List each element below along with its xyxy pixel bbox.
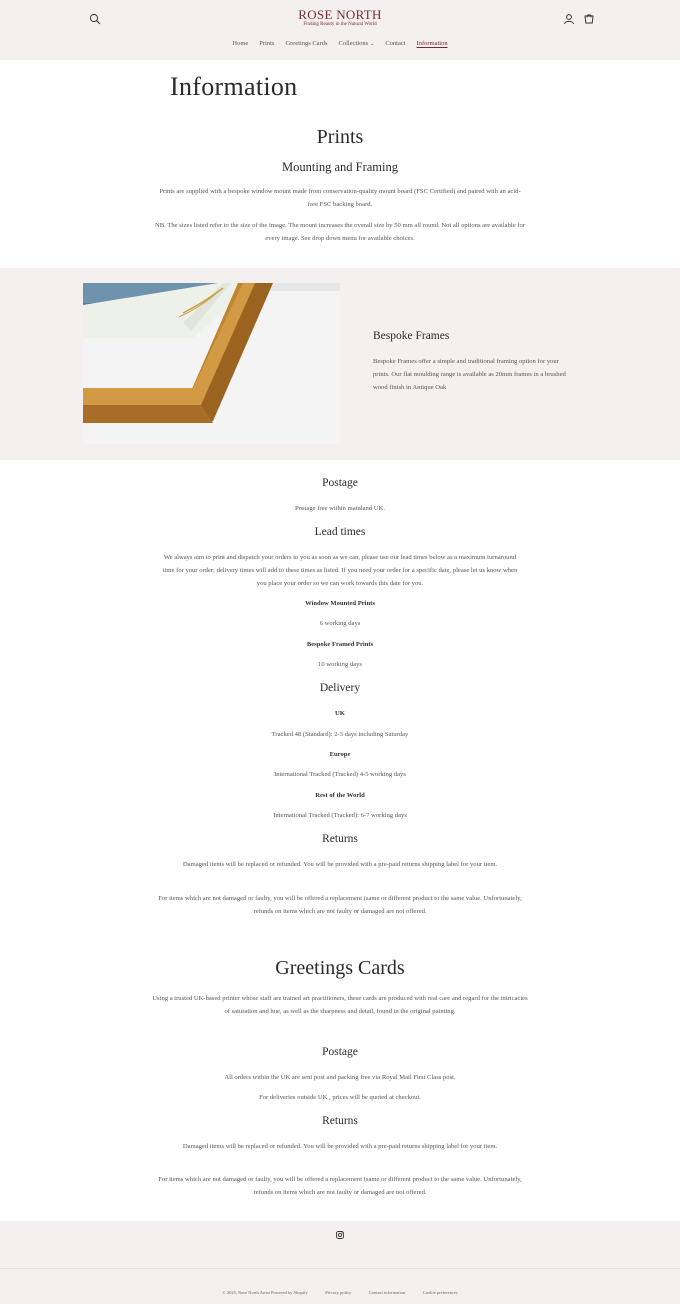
cards-returns-para-2: For items which are not damaged or faulty, you will be offered a replacement (same or different product to the same value. Unfortunately, refunds on items which are not faulty or damaged are not offered. [158, 1176, 522, 1196]
lead-times-heading: Lead times [314, 526, 366, 538]
footer-separator: · [359, 1290, 361, 1295]
nav-home[interactable]: Home [232, 40, 249, 47]
window-mounted-label: Window Mounted Prints [305, 600, 375, 607]
main-nav [0, 40, 680, 47]
cards-heading: Greetings Cards [275, 957, 405, 979]
copyright-text: © 2025, Rose North Artist Powered by Shopify [222, 1290, 308, 1295]
postage-text: Postage free within mainland UK. [295, 505, 385, 512]
prints-para-2: NB. The sizes listed refer to the size of the image. The mount increases the overall size by 50 mm all round. Not all options are available for every image. See drop down menu for available choices. [155, 222, 525, 242]
privacy-policy-link[interactable]: Privacy policy [325, 1290, 352, 1295]
account-icon[interactable] [562, 12, 576, 26]
delivery-uk-value: Tracked 48 (Standard): 2-3 days including Saturday [271, 731, 409, 738]
bespoke-heading: Bespoke Frames [373, 330, 450, 342]
cookie-preferences-link[interactable]: Cookie preferences [422, 1290, 458, 1295]
bespoke-framed-label: Bespoke Framed Prints [306, 641, 374, 648]
bespoke-text: Bespoke Frames offer a simple and traditional framing option for your prints. Our flat moulding range is available as 20mm frames in a brushed wood finish in Antique Oak [373, 358, 566, 391]
delivery-uk-label: UK [335, 710, 345, 717]
cards-text: Using a trusted UK-based printer whose staff are trained art practitioners, these cards are produced with real care and regard for the intricacies of saturation and hue, as well as the sharpness and detail, found in the original painting. [152, 995, 528, 1015]
nav-greetings-cards[interactable]: Greetings Cards [285, 40, 328, 47]
instagram-icon[interactable] [336, 1231, 344, 1239]
delivery-row-label: Rest of the World [315, 792, 365, 799]
footer-separator: · [315, 1290, 318, 1295]
prints-heading: Prints [316, 126, 364, 148]
footer-divider [0, 1268, 680, 1269]
cards-postage-line-2: For deliveries outside UK , prices will be quoted at checkout. [259, 1094, 421, 1101]
returns-para-2: For items which are not damaged or faulty, you will be offered a replacement (same or different product to the same value. Unfortunately, refunds on items which are not faulty or damaged are not offered. [158, 895, 522, 915]
chevron-down-icon: ⌄ [370, 42, 375, 47]
cards-returns-heading: Returns [322, 1115, 358, 1127]
delivery-row-value: International Tracked (Tracked): 6-7 working days [273, 812, 407, 819]
site-logo[interactable] [0, 8, 680, 28]
site-header [0, 0, 680, 60]
nav-collections[interactable] [339, 40, 375, 47]
nav-prints[interactable]: Prints [259, 40, 275, 47]
returns-heading: Returns [322, 833, 358, 845]
delivery-europe-value: International Tracked (Tracked) 4-5 working days [274, 771, 406, 778]
frame-image [83, 283, 340, 444]
cards-postage-heading: Postage [322, 1046, 358, 1058]
logo-tagline: Finding Beauty in the Natural World [303, 22, 377, 27]
returns-para-1: Damaged items will be replaced or refunded. You will be provided with a pre-paid returns shipping label for your item. [182, 861, 498, 868]
lead-times-text: We always aim to print and dispatch your orders to you as soon as we can, please use our lead times below as a maximum turnaround time for your order; delivery times will add to these times as listed. If you need your order for a specific date, please let us know when you place your order so we can work towards this date for you. [162, 554, 518, 587]
delivery-europe-label: Europe [329, 751, 351, 758]
delivery-heading: Delivery [319, 682, 361, 694]
nav-contact[interactable]: Contact [385, 40, 406, 47]
footer-separator: · [413, 1290, 415, 1295]
prints-para-1: Prints are supplied with a bespoke window mount made from conservation-quality mount board (FSC Certified) and paired with an acid-free FSC backing board. [159, 188, 521, 208]
footer-links [0, 1290, 680, 1295]
window-mounted-value: 6 working days [319, 620, 361, 627]
contact-information-link[interactable]: Contact information [368, 1290, 406, 1295]
cart-icon[interactable] [582, 12, 596, 26]
mounting-heading: Mounting and Framing [282, 160, 398, 174]
cards-postage-line-1: All orders within the UK are sent post and packing free via Royal Mail First Class post. [224, 1074, 456, 1081]
postage-heading: Postage [322, 477, 358, 489]
nav-collections-label: Collections [338, 40, 369, 47]
bespoke-framed-value: 10 working days [318, 661, 362, 668]
nav-information[interactable]: Information [416, 40, 448, 47]
logo-title: ROSE NORTH [298, 7, 382, 22]
page-title: Information [170, 72, 298, 101]
cards-returns-para-1: Damaged items will be replaced or refunded. You will be provided with a pre-paid returns shipping label for your item. [182, 1143, 498, 1150]
